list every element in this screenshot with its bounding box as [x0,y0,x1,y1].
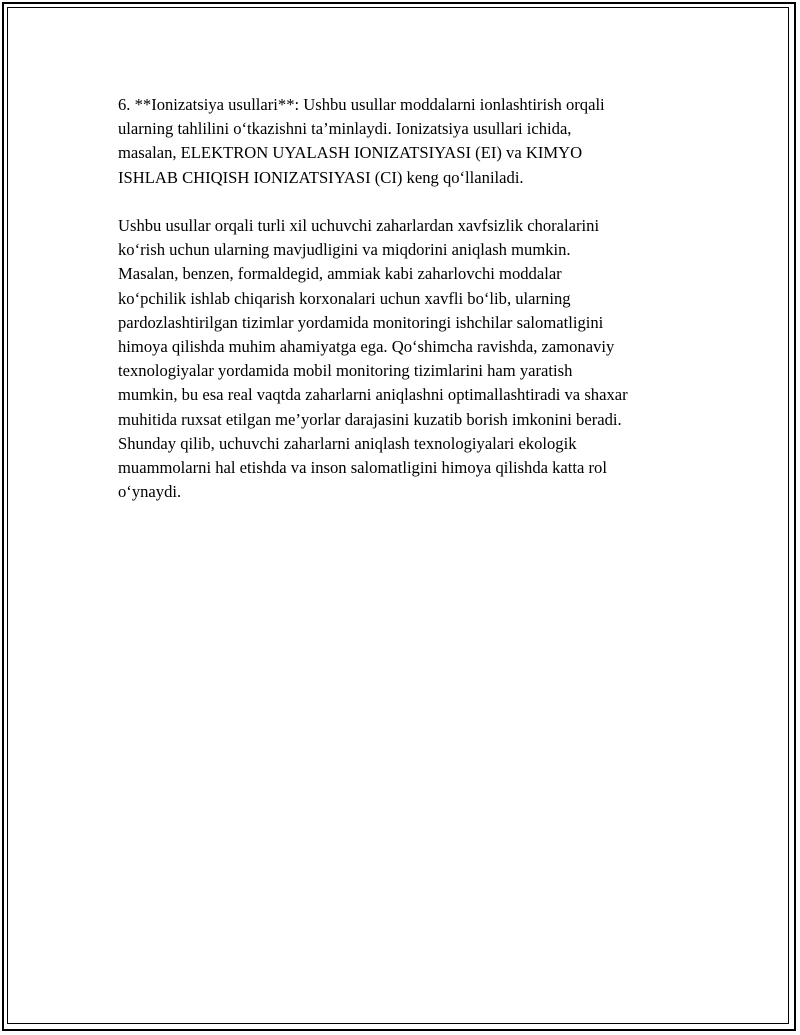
paragraph-ionization-methods [118,93,688,190]
text-line: 6. **Ionizatsiya usullari**: Ushbu usullar moddalarni ionlashtirish orqali [118,95,605,114]
document-body [118,93,688,504]
text-line: ko‘rish uchun ularning mavjudligini va miqdorini aniqlash mumkin. [118,240,571,260]
text-line: Shunday qilib, uchuvchi zaharlarni aniqlash texnologiyalari ekologik [118,433,577,453]
text-line: o‘ynaydi. [118,482,182,502]
text-line: pardozlashtirilgan tizimlar yordamida monitoringi ishchilar salomatligini [118,312,604,332]
text-line: himoya qilishda muhim ahamiyatga ega. Qo‘shimcha ravishda, zamonaviy [118,337,615,357]
text-line: ularning tahlilini o‘tkazishni ta’minlaydi. Ionizatsiya usullari ichida, [118,119,572,139]
text-line: Masalan, benzen, formaldegid, ammiak kabi zaharlovchi moddalar [118,264,562,284]
text-line: masalan, ELEKTRON UYALASH IONIZATSIYASI (EI) va KIMYO [118,143,583,163]
text-line: muammolarni hal etishda va inson salomatligini himoya qilishda katta rol [118,458,607,478]
text-line: ko‘pchilik ishlab chiqarish korxonalari uchun xavfli bo‘lib, ularning [118,288,571,308]
text-line: muhitida ruxsat etilgan me’yorlar darajasini kuzatib borish imkonini beradi. [118,409,622,429]
text-line: Ushbu usullar orqali turli xil uchuvchi zaharlardan xavfsizlik choralarini [118,216,600,235]
text-line: mumkin, bu esa real vaqtda zaharlarni aniqlashni optimallashtiradi va shaxar [118,385,628,405]
paragraph-monitoring [118,214,688,504]
text-line: ISHLAB CHIQISH IONIZATSIYASI (CI) keng qo‘llaniladi. [118,167,524,187]
text-line: texnologiyalar yordamida mobil monitoring tizimlarini ham yaratish [118,361,573,381]
